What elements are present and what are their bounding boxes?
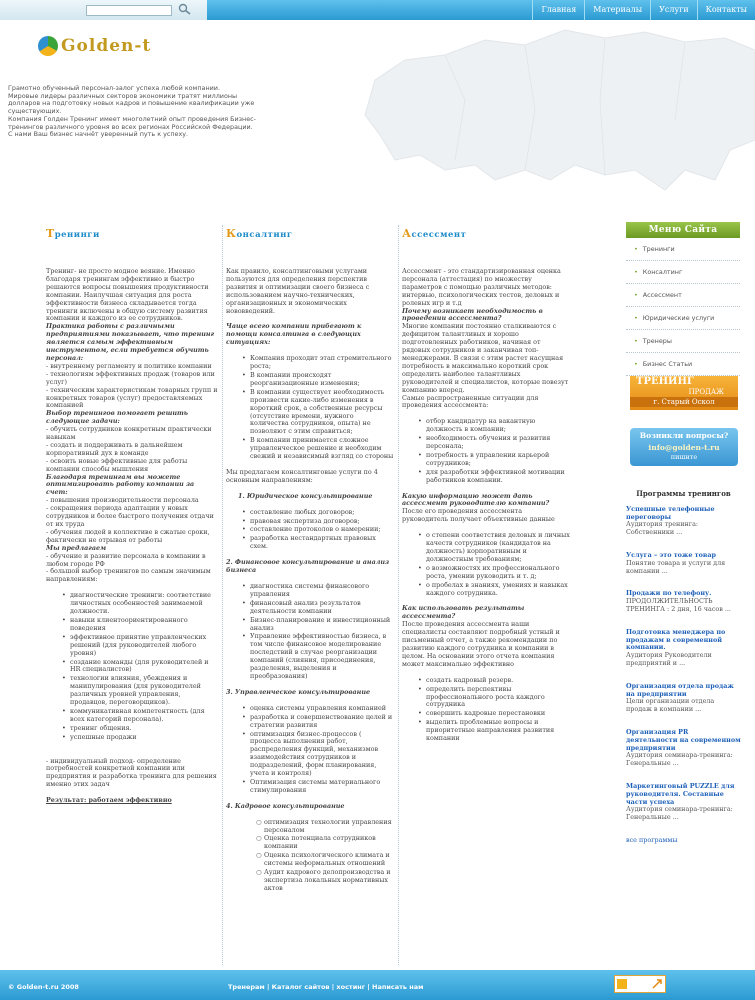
list-item: • Компания проходит этап стремительного роста; [242, 355, 394, 371]
program-item [626, 506, 741, 537]
counter-icon[interactable] [614, 975, 666, 993]
subheading: Почему возникает необходимость в проведении ассессмента? [402, 306, 543, 323]
situations-list [242, 355, 394, 461]
management-list [242, 705, 394, 795]
list-item: ○ Оценка психологического климата и системы неформальных отношений [256, 852, 394, 868]
menu-item-legal[interactable]: • Юридические услуги [626, 307, 740, 330]
training-list [62, 592, 218, 741]
paragraph: После проведения ассессмента наши специалисты составляют подробный устный и письменный отчет, а также рекомендации по развитию каждого сотрудника и компании в целом. На основании этого отчета компания может максимально эффективно [402, 620, 560, 668]
banner-line: ТРЕНИНГ [636, 376, 694, 387]
program-desc: Цели организации отдела продаж в компании ... [626, 697, 715, 714]
paragraph: - повышения производительности персонала [46, 496, 199, 505]
program-link[interactable]: Маркетинговый PUZZLE для руководителя. Составные части успеха [626, 781, 735, 806]
paragraph: Многие компании постоянно сталкиваются с дефицитом талантливых и хорошо подготовленных работников, начиная от рядовых сотрудников и заканчивая топ-менеджерами. В связи с этим растет насущная потребность в максимально короткий срок определить наиболее талантливых руководителей и специалистов, которые повезут компанию вперед. [402, 322, 569, 394]
paragraph: - техническим характеристикам товарных групп и конкретных товаров (услуг) предоставляемых компанией [46, 385, 218, 410]
menu-list [626, 238, 740, 376]
list-item: • В компании происходят реорганизационные изменения; [242, 372, 394, 388]
programs-title: Программы тренингов [636, 489, 731, 498]
info-list [418, 532, 570, 597]
section-heading: 1. Юридическое консультирование [238, 491, 373, 500]
paragraph: - обучить сотрудников конкретным практически навыкам [46, 425, 212, 442]
subheading: Как использовать результаты ассессмента? [402, 604, 525, 621]
logo[interactable] [38, 36, 151, 56]
menu-item-consulting[interactable]: • Консалтинг [626, 261, 740, 284]
list-item: • Оптимизация системы материального стимулирования [242, 779, 394, 795]
list-item: • тренинг общения. [62, 725, 218, 733]
program-item [626, 629, 741, 668]
nav-contacts[interactable]: Контакты [697, 0, 755, 20]
list-item: • В компании существует необходимость произвести какие-либо изменения в короткий срок, а собственные ресурсы (отсутствие времени, нужного количества сотрудников, опыта) не позволяют с этим справиться; [242, 389, 394, 436]
list-item: • коммуникативная компетентность (для всех категорий персонала). [62, 708, 218, 724]
list-item: • навыки клиентоориентированного поведения [62, 617, 218, 633]
intro-p3: Компания Голден Тренинг имеет многолетний опыт проведения Бизнес-тренингов различного уровня во всех регионах Российской Федерации. С нами Ваш бизнес начнёт уверенный путь к успеху. [8, 114, 256, 139]
paragraph: Мы предлагаем консалтинговые услуги по 4 основным направлениям: [226, 467, 378, 484]
program-desc: ПРОДОЛЖИТЕЛЬНОСТЬ ТРЕНИНГА : 2 дня, 16 часов ... [626, 597, 731, 613]
title-rest: ренинги [54, 230, 100, 240]
list-item: • о пробелах в знаниях, умениях и навыках каждого сотрудника. [418, 582, 570, 598]
logo-text: Golden-t [61, 36, 152, 56]
all-programs-link[interactable]: все программы [626, 835, 678, 844]
list-item: • о возможностях их профессионального роста, умении руководить и т. д; [418, 565, 570, 581]
list-item: • оптимизация бизнес-процессов ( процесса выполнения работ, распределения функций, механизмов взаимодействия сотрудников и подразделений, форм планирования, учета и контроля) [242, 731, 394, 778]
list-item: • успешные продажи [62, 734, 218, 742]
list-item: ○ оптимизация технологии управления персоналом [256, 819, 394, 835]
list-item: • отбор кандидатур на вакантную должность в компании; [418, 418, 570, 434]
trainings-column [46, 227, 218, 805]
title-initial: К [226, 227, 237, 240]
list-item: • финансовый анализ результатов деятельности компании [242, 600, 394, 616]
title-initial: А [402, 227, 412, 240]
list-item: • Управление эффективностью бизнеса, в том числе финансовое моделирование последствий в случае реорганизации компаний (слияния, присоединения, разделения, выделения и преобразования) [242, 633, 394, 680]
top-nav [532, 0, 755, 20]
list-item: • разработка и совершенствование целей и стратегии развития [242, 714, 394, 730]
use-list [418, 677, 570, 743]
subheading: Выбор тренингов помогает решить следующие задачи: [46, 409, 188, 426]
paragraph: - внутреннему регламенту и политике компании [46, 361, 212, 370]
banner-line: г. Старый Оскол [630, 397, 738, 407]
russia-map-image [335, 20, 755, 200]
program-link[interactable]: Организация отдела продаж на предприятии [626, 681, 734, 698]
title-initial: Т [46, 227, 55, 240]
list-item: • эффективное принятие управленческих решений (для руководителей любого уровня) [62, 634, 218, 658]
program-item [626, 590, 741, 613]
title-rest: онсалтинг [236, 230, 293, 240]
subheading: Практика работы с различными предприятиями показывает, что тренинг является самым эффективным инструментом, если требуется обучить персонал: [46, 322, 215, 362]
list-item: • необходимость обучения и развития персонала; [418, 435, 570, 451]
finance-list [242, 583, 394, 681]
list-item: • правовая экспертиза договоров; [242, 518, 394, 526]
consulting-column [226, 227, 394, 901]
paragraph: - создать и поддерживать в дальнейшем корпоративный дух в команде [46, 440, 183, 457]
search-input[interactable] [86, 5, 172, 16]
footer-links[interactable]: Тренерам | Каталог сайтов | хостинг | Написать нам [228, 983, 424, 991]
program-link[interactable]: Организация PR деятельности на современном предприятии [626, 727, 741, 752]
program-item [626, 729, 741, 768]
paragraph: - технологиям эффективных продаж (товаров или услуг) [46, 369, 215, 386]
menu-item-assessment[interactable]: • Ассессмент [626, 284, 740, 307]
program-desc: Понятие товара и услуги для компании ... [626, 558, 726, 575]
program-link[interactable]: Подготовка менеджера по продажам в современной компании. [626, 627, 726, 652]
column-divider [398, 225, 399, 965]
site-menu [626, 222, 740, 376]
legal-list [242, 509, 394, 552]
program-desc: Аудитория семинара-тренинга: Генеральные ... [626, 805, 733, 822]
list-item: • оценка системы управления компанией [242, 705, 394, 713]
list-item: • выделить проблемные вопросы и приоритетные направления развития компании [418, 719, 570, 743]
menu-title: Меню Сайта [626, 222, 740, 238]
program-link[interactable]: Услуга – это тоже товар [626, 550, 716, 559]
nav-services[interactable]: Услуги [650, 0, 697, 20]
list-item: ○ Оценка потенциала сотрудников компании [256, 835, 394, 851]
consulting-title [226, 227, 394, 244]
list-item: • технологии влияния, убеждения и манипулирования (для руководителей различных уровней управления, продавцов, переговорщиков). [62, 675, 218, 707]
list-item: • для разработки эффективной мотивации работников компании. [418, 469, 570, 485]
list-item: • диагностика системы финансового управления [242, 583, 394, 599]
banner-line: пишите [670, 453, 698, 461]
assessment-title [402, 227, 570, 244]
paragraph: - освоить новые эффективные для работы компании способы мышления [46, 456, 188, 473]
recycle-icon [38, 36, 58, 56]
paragraph: - сокращения периода адаптации у новых сотрудников и более быстрого получения отдачи от их труда [46, 504, 214, 528]
intro-p2: Мировые лидеры различных секторов экономики тратят миллионы долларов на подготовку новых кадров и повышение квалификации уже существующих. [8, 91, 255, 116]
paragraph: - обучения людей в коллективе в сжатые сроки, фактически не отрывая от работы [46, 527, 210, 544]
subheading: Какую информацию может дать ассессмент руководителю компании? [402, 491, 550, 508]
list-item: • совершить кадровые перестановки [418, 710, 570, 718]
assessment-column [402, 227, 570, 751]
paragraph: - большой выбор тренингов по самым значимым направлениям: [46, 567, 211, 584]
intro-p1: Грамотно обученный персонал-залог успеха любой компании. [8, 84, 220, 92]
list-item: ○ Аудит кадрового делопроизводства и экспертиза локальных нормативных актов [256, 869, 394, 893]
paragraph: Ассессмент - это стандартизированная оценка персонала (аттестация) по множеству параметров с помощью различных методов: интервью, психологических тестов, деловых и ролевых игр и т.д [402, 267, 561, 307]
section-heading: 4. Кадровое консультирование [226, 801, 345, 810]
menu-item-articles[interactable]: • Бизнес Статьи [626, 353, 740, 376]
sales-training-banner[interactable] [630, 376, 738, 410]
menu-item-trainers[interactable]: • Тренеры [626, 330, 740, 353]
paragraph: Тренинг- не просто модное веяние. Именно благодаря тренингам эффективно и быстро решаются вопросы повышения продуктивности компании. Наилучшая ситуация для роста эффективности бизнеса складывается тогда тренинги включены в общую систему развития компании и каждого из ее сотрудников. [46, 267, 209, 323]
nav-home[interactable]: Главная [532, 0, 584, 20]
list-item: • составление протоколов о намерении; [242, 526, 394, 534]
result-text: Результат: работаем эффективно [46, 796, 172, 805]
subheading: Чаще всего компании прибегают к помощи консалтинга в следующих ситуациях: [226, 322, 362, 347]
program-desc: Аудитория тренинга: Собственники ... [626, 520, 699, 537]
copyright: © Golden-t.ru 2008 [8, 983, 79, 991]
contact-banner[interactable] [630, 428, 738, 466]
list-item: • разработка нестандартных правовых схем. [242, 535, 394, 551]
intro-text [8, 85, 258, 139]
section-heading: 3. Управленческое консультирование [226, 687, 371, 696]
training-programs [626, 490, 741, 845]
subheading: Мы предлагаем [46, 543, 107, 552]
paragraph: Самые распространенные ситуации для проведения ассессмента: [402, 393, 539, 410]
list-item: • составление любых договоров; [242, 509, 394, 517]
banner-line: ПРОДАЖ [688, 388, 724, 396]
column-divider [222, 225, 223, 965]
menu-item-trainings[interactable]: • Тренинги [626, 238, 740, 261]
list-item: • В компании принимается сложное управленческое решение и необходим свежий и независимый взгляд со стороны [242, 437, 394, 461]
list-item: • определить перспективы профессионального роста каждого сотрудника [418, 686, 570, 710]
program-desc: Аудитория семинара-тренинга: Генеральные ... [626, 751, 733, 768]
section-heading: 2. Финансовое консультирование и анализ бизнеса [226, 558, 390, 575]
trainings-title [46, 227, 218, 244]
list-item: • о степени соответствия деловых и личных качеств сотрудников (кандидатов на должность) корпоративным и должностным требованиям; [418, 532, 570, 564]
list-item: • создать кадровый резерв. [418, 677, 570, 685]
list-item: • Бизнес-планирование и инвестиционный анализ [242, 617, 394, 633]
banner-line: Возникли вопросы? [639, 431, 729, 440]
paragraph: Как правило, консалтинговыми услугами пользуются для определения перспектив развития и оптимизации своего бизнеса с использованием научно-технических, организационных и экономических нововведений. [226, 267, 370, 315]
search-icon[interactable] [176, 3, 194, 17]
email-link[interactable]: info@golden-t.ru [648, 443, 720, 452]
paragraph: - обучение и развитие персонала в компании в любом городе РФ [46, 551, 206, 568]
list-item: • потребность в управлении карьерой сотрудников; [418, 452, 570, 468]
program-item [626, 552, 741, 575]
program-item [626, 783, 741, 822]
program-link[interactable]: Успешные телефонные переговоры [626, 504, 715, 521]
program-item [626, 683, 741, 714]
subheading: Благодаря тренингам вы можете оптимизировать работу компании за счет: [46, 472, 195, 497]
list-item: • создание команды (для руководителей и HR специалистов) [62, 659, 218, 675]
paragraph: - индивидуальный подход- определение потребностей конкретной компании или предприятия и разработка тренинга для решения именно этих задач [46, 756, 217, 789]
hr-list [256, 819, 394, 893]
title-rest: ссессмент [411, 230, 467, 240]
program-link[interactable]: Продажи по телефону. [626, 589, 712, 598]
program-desc: Аудитория Руководители предприятий и ... [626, 651, 712, 667]
list-item: • диагностические тренинги: соответствие личностных особенностей занимаемой должности. [62, 592, 218, 616]
nav-materials[interactable]: Материалы [584, 0, 650, 20]
situations-list [418, 418, 570, 484]
paragraph: После его проведения ассессмента руководитель получает объективные данные [402, 507, 555, 524]
